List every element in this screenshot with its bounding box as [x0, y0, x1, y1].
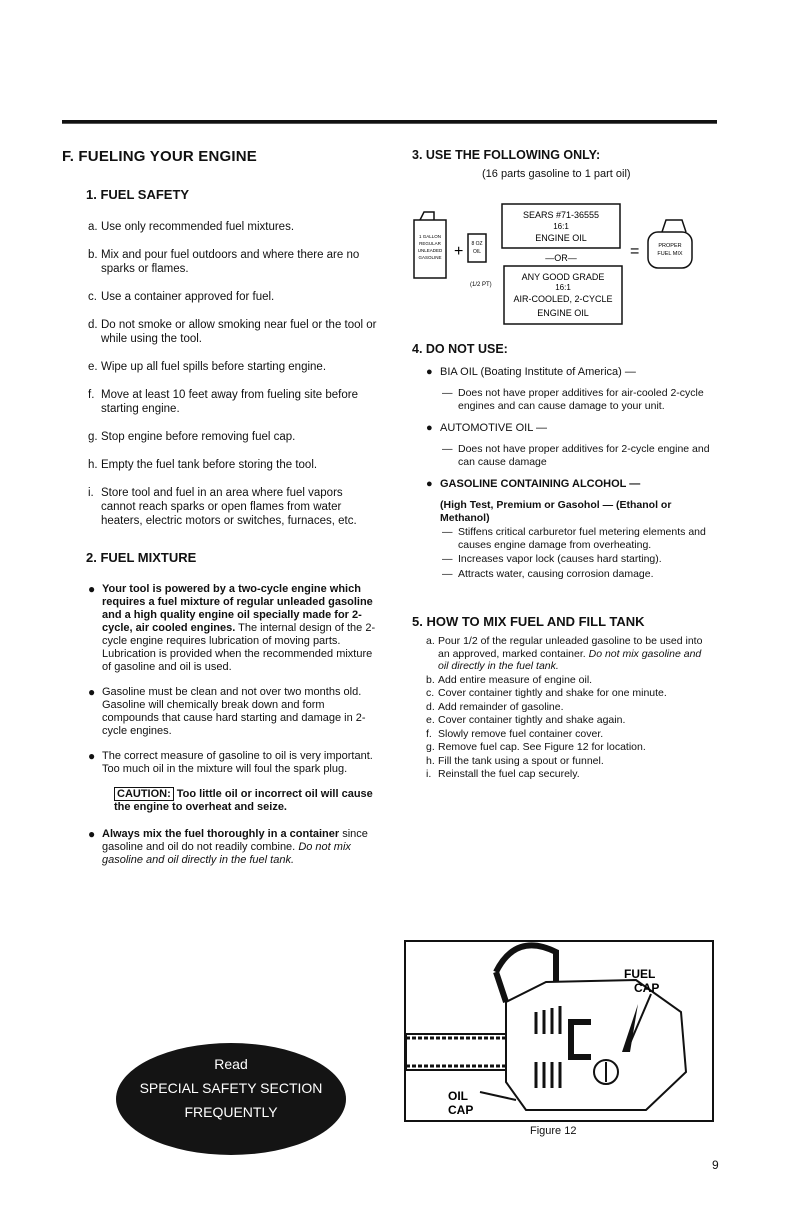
caution-note: CAUTION: Too little oil or incorrect oil will cause the engine to overheat and seize. [114, 788, 373, 813]
top-rule [62, 120, 717, 124]
list-item: h. Fill the tank using a spout or funnel. [426, 754, 604, 767]
right-column [412, 148, 712, 782]
list-item: e. Cover container tightly and shake again. [426, 714, 626, 726]
list-item: ● BIA OIL (Boating Institute of America) — [426, 366, 636, 378]
oil-cap-label: OIL [448, 1089, 468, 1103]
oil-box2-line2: 16:1 [555, 283, 571, 292]
oil-box2-line1: ANY GOOD GRADE [521, 272, 605, 282]
fuel-mix-svg [412, 190, 712, 330]
figure-caption: Figure 12 [530, 1125, 577, 1137]
oil-can-note: (1/2 PT) [470, 282, 492, 288]
list-item: f. Move at least 10 feet away from fueling site before starting engine. [88, 389, 358, 415]
list-item: c. Use a container approved for fuel. [88, 291, 275, 303]
bullet-icon: ● [88, 749, 96, 763]
oil-cap-label-2: CAP [448, 1103, 474, 1117]
fuel-cap-label: FUEL [624, 967, 656, 981]
gas-can-icon [414, 212, 446, 278]
list-item: ● AUTOMOTIVE OIL — [426, 422, 547, 434]
svg-text:GASOLINE: GASOLINE [418, 255, 442, 260]
list-item: c. Cover container tightly and shake for one minute. [426, 687, 667, 699]
fuel-mix-can-icon [648, 220, 692, 268]
list-item: ● The correct measure of gasoline to oil is very important. Too much oil in the mixture will foul the spark plug. [88, 749, 373, 775]
oil-box1-line3: ENGINE OIL [535, 233, 587, 243]
do-not-use-list: ● BIA OIL (Boating Institute of America) — — Does not have proper additives for air-cooled 2-cycle engines and can cause damage to your unit. ● AUTOMOTIVE OIL — — Does not have proper additives for 2-cycle engine and can cause damage ● GASOLINE CONTAINING ALCOHOL — (High Test, Premium or Gasohol — (Ethanol or Methanol) — Stiffens critical carburetor fuel metering elements and causes engine damage from overheating. — Increases vapor lock (causes hard starting). — Attracts water, causing corrosion damage. [412, 366, 712, 580]
section-title: F. FUELING YOUR ENGINE [62, 148, 257, 165]
svg-text:OIL: OIL [472, 249, 482, 255]
fuel-safety-heading: 1. FUEL SAFETY [86, 187, 190, 202]
fuel-mix-diagram [412, 190, 712, 330]
svg-text:8 OZ: 8 OZ [471, 241, 483, 247]
safety-notice-badge: Read SPECIAL SAFETY SECTION FREQUENTLY [116, 1043, 346, 1155]
list-item: b. Add entire measure of engine oil. [426, 673, 593, 686]
svg-text:PROPER: PROPER [658, 243, 682, 249]
use-following-heading: 3. USE THE FOLLOWING ONLY: [412, 148, 601, 162]
list-item: i. Reinstall the fuel cap securely. [426, 768, 580, 780]
equals-sign: = [630, 243, 640, 260]
oil-box1-line2: 16:1 [553, 222, 569, 231]
bullet-icon: ● [426, 478, 433, 490]
oil-box2-line4: ENGINE OIL [537, 308, 589, 318]
list-item: g. Stop engine before removing fuel cap. [88, 431, 296, 443]
or-separator: —OR— [545, 253, 577, 263]
list-item: d. Do not smoke or allow smoking near fuel or the tool or while using the tool. [88, 319, 377, 345]
bullet-icon: ● [88, 827, 96, 841]
fuel-mixture-list [88, 583, 380, 776]
left-column [62, 148, 380, 879]
how-to-mix-heading: 5. HOW TO MIX FUEL AND FILL TANK [412, 614, 645, 629]
bullet-icon: ● [88, 582, 96, 596]
oil-box1-line1: SEARS #71-36555 [522, 210, 600, 220]
mix-ratio-subtitle: (16 parts gasoline to 1 part oil) [482, 168, 631, 180]
list-item: ● Gasoline must be clean and not over two months old. Gasoline will chemically break down and form compounds that cause hard starting and damage in 2-cycle engines. [88, 685, 366, 737]
list-item: d. Add remainder of gasoline. [426, 700, 564, 713]
svg-text:UNLEADED: UNLEADED [417, 248, 443, 253]
oil-box2-line3: AIR-COOLED, 2-CYCLE [513, 294, 613, 304]
oil-cap-arrow [480, 1092, 516, 1100]
oil-can-icon [468, 234, 486, 262]
caution-label: CAUTION: [114, 787, 174, 801]
svg-text:REGULAR: REGULAR [419, 241, 441, 246]
list-item: e. Wipe up all fuel spills before starting engine. [88, 361, 327, 373]
page-number: 9 [712, 1158, 719, 1172]
how-to-mix-steps [426, 635, 712, 781]
bullet-icon: ● [426, 366, 433, 378]
list-item: i. Store tool and fuel in an area where fuel vapors cannot reach sparks or open flames from water heaters, electric motors or switches, furnaces, etc. [88, 487, 357, 527]
figure-12-chainsaw [404, 940, 714, 1122]
list-item: f. Slowly remove fuel container cover. [426, 727, 604, 740]
list-item: b. Mix and pour fuel outdoors and where there are no sparks or flames. [88, 249, 360, 275]
fuel-safety-list [62, 220, 380, 528]
list-item: a. Use only recommended fuel mixtures. [88, 221, 295, 233]
svg-text:FUEL MIX: FUEL MIX [657, 251, 683, 257]
fuel-mixture-heading: 2. FUEL MIXTURE [86, 550, 197, 565]
list-item: g. Remove fuel cap. See Figure 12 for location. [426, 741, 646, 753]
fuel-cap-label-2: CAP [634, 981, 660, 995]
chainsaw-illustration [406, 942, 712, 1120]
svg-text:1 GALLON: 1 GALLON [418, 234, 442, 239]
list-item: h. Empty the fuel tank before storing the tool. [88, 459, 318, 471]
list-item: a. Pour 1/2 of the regular unleaded gasoline to be used into an approved, marked container. Do not mix gasoline and oil directly in the fuel tank. [426, 635, 703, 672]
list-item: ● Your tool is powered by a two-cycle engine which requires a fuel mixture of regular unleaded gasoline and a high quality engine oil specially made for 2-cycle, air cooled engines. The internal design of the 2-cycle engine requires lubrication of moving parts. Lubrication is provided when the recommended mixture of gasoline and oil is used. [88, 582, 376, 673]
bullet-icon: ● [88, 685, 96, 699]
do-not-use-heading: 4. DO NOT USE: [412, 342, 508, 356]
plus-sign: + [454, 243, 464, 260]
list-item: ● GASOLINE CONTAINING ALCOHOL — [426, 478, 641, 490]
list-item: ● Always mix the fuel thoroughly in a container since gasoline and oil do not readily combine. Do not mix gasoline and oil directly in the fuel tank. [88, 827, 368, 866]
bullet-icon: ● [426, 422, 433, 434]
